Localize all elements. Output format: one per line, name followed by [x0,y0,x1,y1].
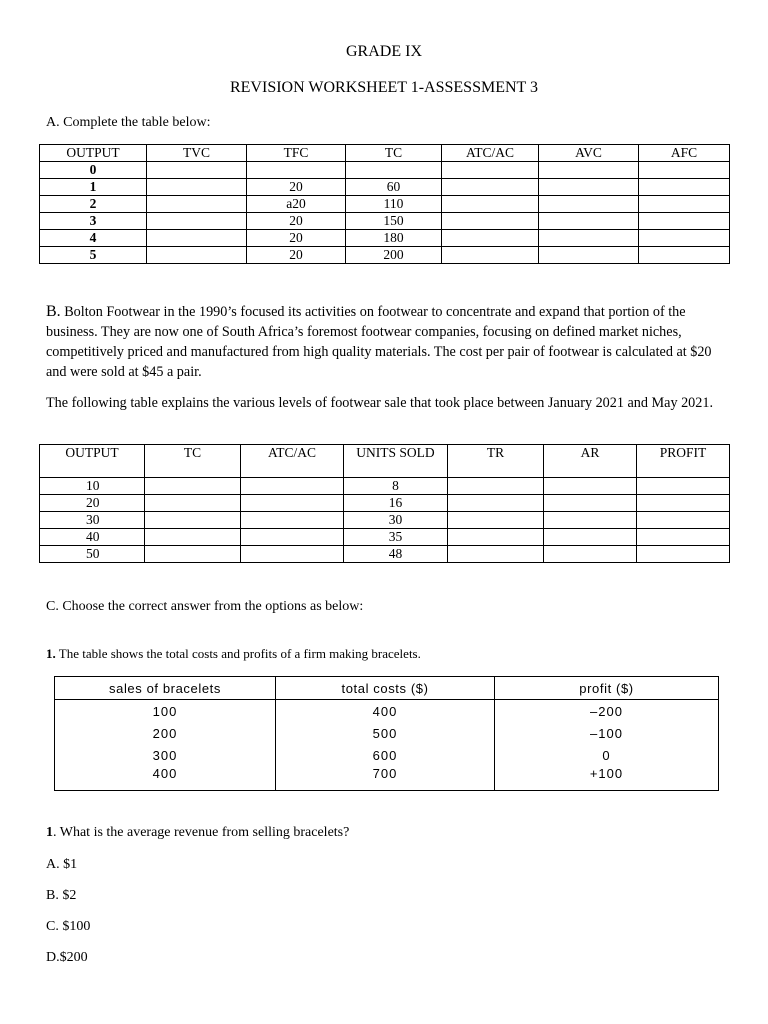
avc-cell[interactable] [539,230,639,247]
table-row [40,512,730,529]
profit-cell: –200 [495,700,719,723]
profit-cell[interactable] [637,512,730,529]
col-header: ATC/AC [241,445,344,478]
tvc-cell[interactable] [147,213,247,230]
question-intro [46,645,421,663]
table-row [40,196,730,213]
output-cell: 30 [40,512,145,529]
worksheet-title: REVISION WORKSHEET 1-ASSESSMENT 3 [229,79,539,96]
total-costs-cell: 700 [276,766,495,791]
section-b-label: B. [46,303,61,320]
tc-cell: 110 [346,196,442,213]
ar-cell[interactable] [544,495,637,512]
afc-cell[interactable] [639,162,730,179]
table-row [40,495,730,512]
grade-title: GRADE IX [346,43,422,60]
section-b-paragraph [46,302,716,382]
ar-cell[interactable] [544,478,637,495]
tc-cell[interactable] [346,162,442,179]
ar-cell[interactable] [544,529,637,546]
units-sold-cell: 35 [344,529,448,546]
output-cell: 50 [40,546,145,563]
option-a[interactable]: A. $1 [46,857,78,872]
section-a-instruction: A. Complete the table below: [46,115,211,130]
option-d[interactable]: D.$200 [46,950,88,965]
profit-cell: +100 [495,766,719,791]
tr-cell[interactable] [448,512,544,529]
tvc-cell[interactable] [147,247,247,264]
col-header: OUTPUT [40,445,145,478]
tc-cell[interactable] [145,478,241,495]
total-costs-cell: 500 [276,722,495,744]
avc-cell[interactable] [539,247,639,264]
ar-cell[interactable] [544,512,637,529]
tvc-cell[interactable] [147,179,247,196]
afc-cell[interactable] [639,247,730,264]
output-cell: 3 [40,213,147,230]
table-row [55,744,719,766]
col-header: sales of bracelets [55,677,276,700]
ar-cell[interactable] [544,546,637,563]
col-header: TFC [247,145,346,162]
cost-table-header [40,145,730,162]
col-header: profit ($) [495,677,719,700]
tr-cell[interactable] [448,546,544,563]
tc-cell[interactable] [145,495,241,512]
sales-cell: 300 [55,744,276,766]
col-header: AVC [539,145,639,162]
tvc-cell[interactable] [147,196,247,213]
table-row [40,162,730,179]
tfc-cell[interactable] [247,162,346,179]
units-sold-cell: 30 [344,512,448,529]
bracelets-table-header [55,677,719,700]
option-c[interactable]: C. $100 [46,919,91,934]
section-b-table-intro: The following table explains the various levels of footwear sale that took place between January 2021 and May 2021. [46,395,714,411]
output-cell: 10 [40,478,145,495]
sales-cell: 400 [55,766,276,791]
profit-cell[interactable] [637,529,730,546]
afc-cell[interactable] [639,196,730,213]
tr-cell[interactable] [448,495,544,512]
question-number: 1 [46,825,53,840]
output-cell: 20 [40,495,145,512]
table-row [55,700,719,723]
output-cell: 0 [40,162,147,179]
profit-cell[interactable] [637,546,730,563]
tc-cell: 150 [346,213,442,230]
table-row [40,230,730,247]
output-cell: 5 [40,247,147,264]
tfc-cell: 20 [247,230,346,247]
atc-cell[interactable] [442,247,539,264]
profit-cell[interactable] [637,478,730,495]
output-cell: 4 [40,230,147,247]
tfc-cell: 20 [247,247,346,264]
tvc-cell[interactable] [147,230,247,247]
section-b-text: Bolton Footwear in the 1990’s focused its activities on footwear to concentrate and expand that portion of the business. They are now one of South Africa’s foremost footwear companies, focusing on defined market niches, competitively priced and manufactured from high quality materials. The cost per pair of footwear is calculated at $20 and were sold at $45 a pair. [46,304,712,380]
tvc-cell[interactable] [147,162,247,179]
total-costs-cell: 600 [276,744,495,766]
afc-cell[interactable] [639,213,730,230]
question-intro-number: 1. [46,646,56,661]
col-header: total costs ($) [276,677,495,700]
col-header: OUTPUT [40,145,147,162]
total-costs-cell: 400 [276,700,495,723]
tc-cell: 60 [346,179,442,196]
profit-cell: 0 [495,744,719,766]
atc-cell[interactable] [241,495,344,512]
avc-cell[interactable] [539,213,639,230]
atc-cell[interactable] [442,230,539,247]
table-row [40,213,730,230]
sales-cell: 200 [55,722,276,744]
afc-cell[interactable] [639,179,730,196]
table-row [40,546,730,563]
tfc-cell: 20 [247,179,346,196]
sales-table [39,444,730,563]
col-header: PROFIT [637,445,730,478]
avc-cell[interactable] [539,162,639,179]
tc-cell[interactable] [145,546,241,563]
table-row [40,478,730,495]
col-header: TC [346,145,442,162]
atc-cell[interactable] [442,213,539,230]
table-row [55,766,719,791]
question-text: . What is the average revenue from selling bracelets? [53,825,350,840]
tr-cell[interactable] [448,478,544,495]
col-header: TR [448,445,544,478]
col-header: TC [145,445,241,478]
units-sold-cell: 8 [344,478,448,495]
question-1 [46,823,349,843]
tr-cell[interactable] [448,529,544,546]
tfc-cell: 20 [247,213,346,230]
bracelets-table [54,676,719,791]
output-cell: 1 [40,179,147,196]
atc-cell[interactable] [241,478,344,495]
section-c-instruction: C. Choose the correct answer from the options as below: [46,599,364,614]
avc-cell[interactable] [539,179,639,196]
col-header: AR [544,445,637,478]
tfc-cell: a20 [247,196,346,213]
units-sold-cell: 48 [344,546,448,563]
table-row [40,179,730,196]
tc-cell: 200 [346,247,442,264]
table-row [40,529,730,546]
col-header: TVC [147,145,247,162]
atc-cell[interactable] [442,162,539,179]
avc-cell[interactable] [539,196,639,213]
tc-cell[interactable] [145,529,241,546]
tc-cell[interactable] [145,512,241,529]
cost-table [39,144,730,264]
col-header: ATC/AC [442,145,539,162]
atc-cell[interactable] [241,529,344,546]
question-intro-text: The table shows the total costs and profits of a firm making bracelets. [58,646,421,661]
profit-cell: –100 [495,722,719,744]
atc-cell[interactable] [442,179,539,196]
table-row [55,722,719,744]
units-sold-cell: 16 [344,495,448,512]
option-b[interactable]: B. $2 [46,888,77,903]
atc-cell[interactable] [442,196,539,213]
afc-cell[interactable] [639,230,730,247]
atc-cell[interactable] [241,512,344,529]
col-header: AFC [639,145,730,162]
col-header: UNITS SOLD [344,445,448,478]
tc-cell: 180 [346,230,442,247]
profit-cell[interactable] [637,495,730,512]
table-row [40,247,730,264]
atc-cell[interactable] [241,546,344,563]
output-cell: 40 [40,529,145,546]
sales-cell: 100 [55,700,276,723]
output-cell: 2 [40,196,147,213]
sales-table-header [40,445,730,478]
